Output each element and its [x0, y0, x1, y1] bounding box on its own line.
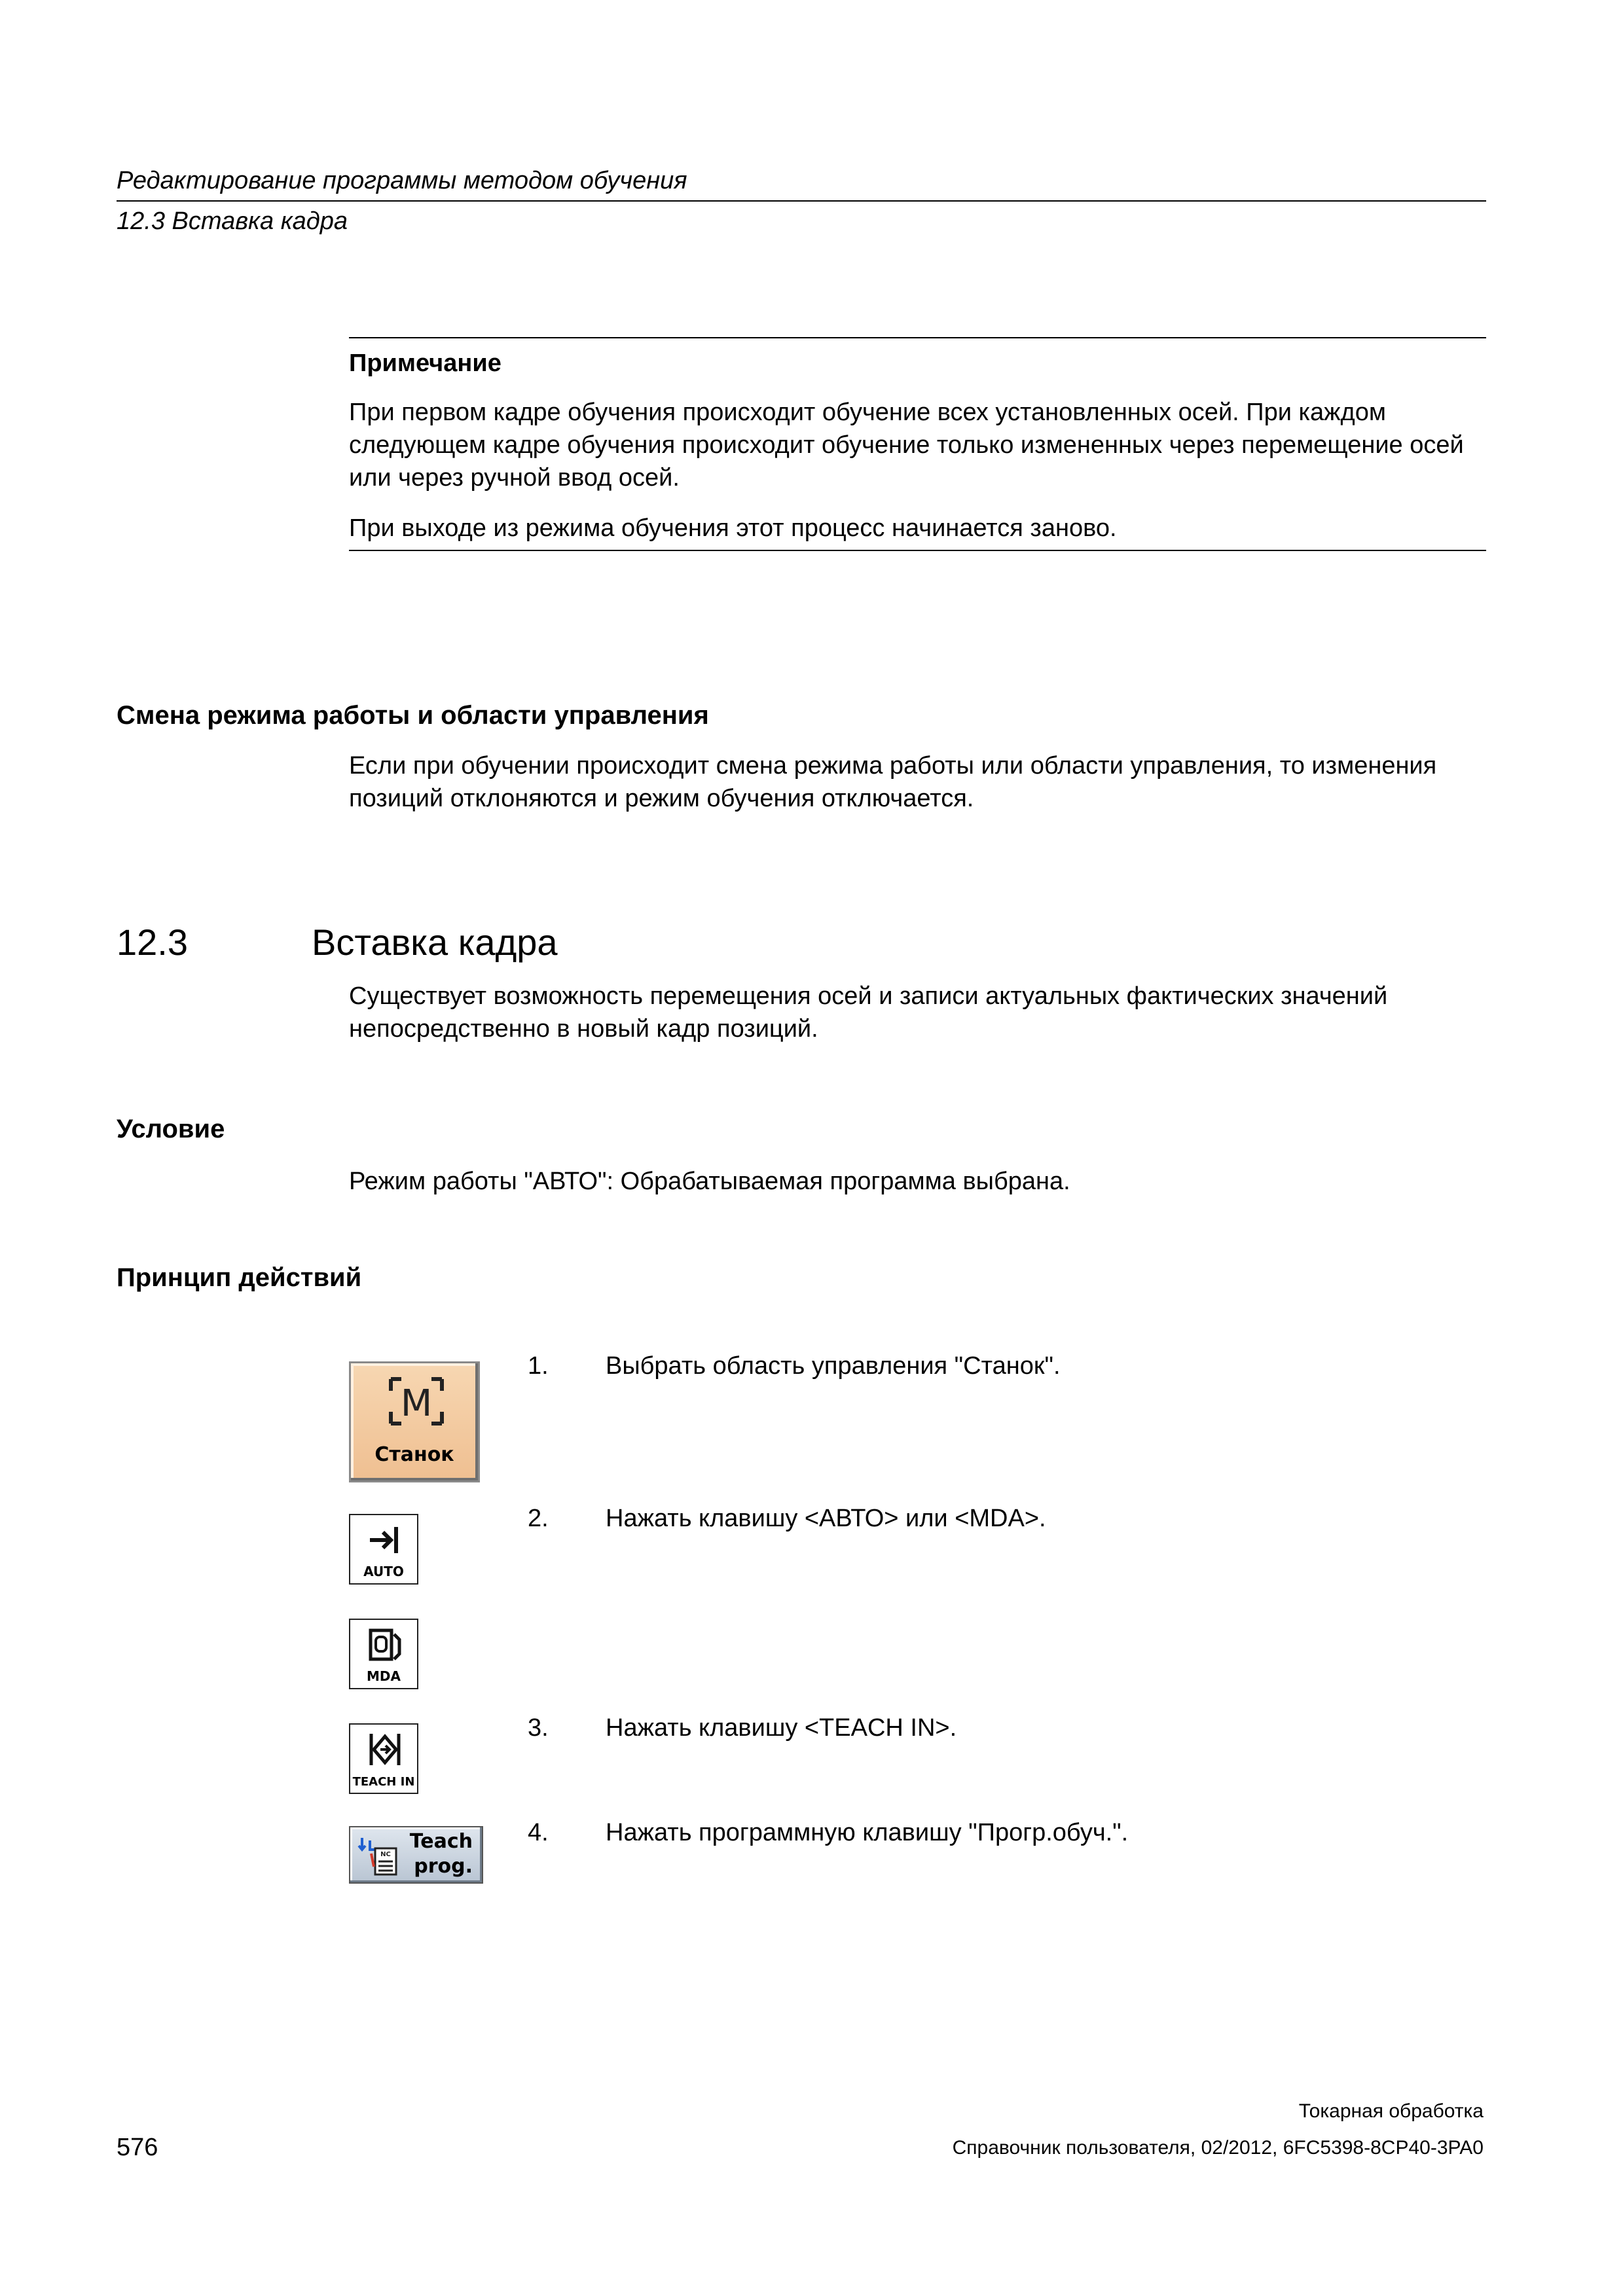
teach-prog-label-1: Teach: [409, 1830, 473, 1853]
condition-heading: Условие: [117, 1115, 225, 1143]
note-paragraph-1: При первом кадре обучения происходит обучение всех установленных осей. При каждом следующем кадре обучения происходит обучение только измененных через перемещение осей или через ручной ввод осей.: [349, 399, 1464, 492]
auto-key-icon: [366, 1523, 403, 1557]
teach-prog-label-2: prog.: [414, 1855, 473, 1878]
mda-key-icon: [368, 1628, 402, 1663]
footer-product: Токарная обработка: [1298, 2100, 1484, 2122]
section-title: Вставка кадра: [312, 922, 558, 963]
step-2-number: 2.: [528, 1505, 549, 1532]
machine-glyph: M: [400, 1382, 433, 1425]
mode-change-text: Если при обучении происходит смена режима работы или области управления, то изменения позиций отклоняются и режим обучения отключается.: [349, 752, 1437, 812]
machine-area-icon: [387, 1375, 446, 1427]
section-number: 12.3: [117, 922, 188, 963]
mda-key-label: MDA: [367, 1668, 401, 1684]
procedure-heading: Принцип действий: [117, 1263, 362, 1292]
section-intro: Существует возможность перемещения осей и записи актуальных фактических значений непосредственно в новый кадр позиций.: [349, 982, 1388, 1043]
machine-area-button[interactable]: [349, 1361, 480, 1482]
footer-manual: Справочник пользователя, 02/2012, 6FC5398-8CP40-3PA0: [952, 2137, 1484, 2159]
step-4-number: 4.: [528, 1819, 549, 1846]
note-top-rule: [349, 337, 1486, 338]
step-1-number: 1.: [528, 1352, 549, 1380]
step-2-text: Нажать клавишу <АВТО> или <MDA>.: [606, 1505, 1046, 1532]
auto-key[interactable]: [349, 1514, 418, 1585]
note-bottom-rule: [349, 550, 1486, 551]
condition-text: Режим работы "АВТО": Обрабатываемая программа выбрана.: [349, 1168, 1070, 1195]
teach-in-key-icon: [366, 1731, 404, 1768]
note-paragraph-2: При выходе из режима обучения этот процесс начинается заново.: [349, 514, 1117, 542]
auto-key-label: AUTO: [363, 1564, 404, 1579]
note-title: Примечание: [349, 350, 501, 377]
step-3-text: Нажать клавишу <TEACH IN>.: [606, 1714, 957, 1742]
nc-badge: NC: [380, 1851, 391, 1858]
machine-area-label: Станок: [374, 1443, 454, 1466]
mode-change-heading: Смена режима работы и области управления: [117, 701, 709, 730]
step-3-number: 3.: [528, 1714, 549, 1742]
step-4-text: Нажать программную клавишу "Прогр.обуч.".: [606, 1819, 1129, 1846]
step-1-text: Выбрать область управления "Станок".: [606, 1352, 1061, 1380]
mda-key[interactable]: [349, 1619, 418, 1689]
header-rule: [117, 200, 1486, 202]
running-header-section: 12.3 Вставка кадра: [117, 207, 348, 235]
teach-in-key-label: TEACH IN: [352, 1775, 415, 1789]
page-number: 576: [117, 2134, 158, 2161]
running-header-chapter: Редактирование программы методом обучения: [117, 167, 687, 194]
teach-prog-softkey[interactable]: [349, 1826, 483, 1884]
teach-in-key[interactable]: [349, 1723, 418, 1794]
teach-prog-softkey-icon: [357, 1834, 403, 1877]
